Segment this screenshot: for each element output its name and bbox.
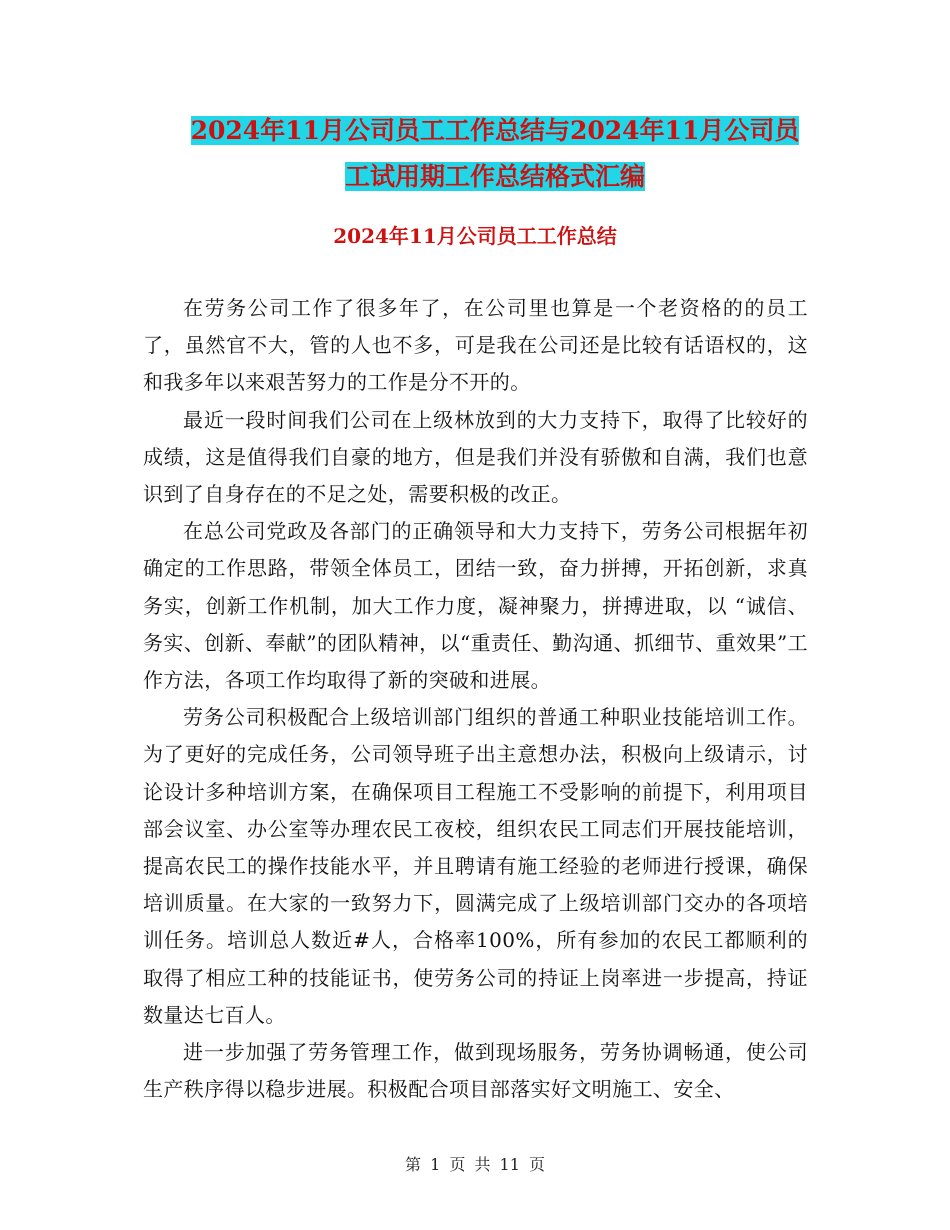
paragraph: 劳务公司积极配合上级培训部门组织的普通工种职业技能培训工作。为了更好的完成任务，公司领导班子出主意想办法，积极向上级请示，讨论设计多种培训方案，在确保项目工程施工不受影响的前提下，利用项目部会议室、办公室等办理农民工夜校，组织农民工同志们开展技能培训，提高农民工的操作技能水平，并且聘请有施工经验的老师进行授课，确保培训质量。在大家的一致努力下，圆满完成了上级培训部门交办的各项培训任务。培训总人数近#人，合格率100%，所有参加的农民工都顺利的取得了相应工种的技能证书，使劳务公司的持证上岗率进一步提高，持证数量达七百人。 (143, 705, 808, 1027)
page-footer: 第 1 页 共 11 页 (405, 1155, 545, 1174)
document-body (143, 290, 808, 1108)
document-title (170, 108, 820, 200)
document-title-line-1: 2024年11月公司员工工作总结与2024年11月公司员 (190, 116, 800, 145)
paragraph: 在劳务公司工作了很多年了，在公司里也算是一个老资格的的员工了，虽然官不大，管的人也不多，可是我在公司还是比较有话语权的，这和我多年以来艰苦努力的工作是分不开的。 (143, 296, 808, 395)
section-title: 2024年11月公司员工工作总结 (333, 224, 617, 248)
paragraph: 进一步加强了劳务管理工作，做到现场服务，劳务协调畅通，使公司生产秩序得以稳步进展。积极配合项目部落实好文明施工、安全、 (143, 1040, 808, 1102)
document-title-line-2: 工试用期工作总结格式汇编 (344, 162, 645, 191)
paragraph: 最近一段时间我们公司在上级林放到的大力支持下，取得了比较好的成绩，这是值得我们自豪的地方，但是我们并没有骄傲和自满，我们也意识到了自身存在的不足之处，需要积极的改正。 (143, 407, 808, 507)
paragraph: 在总公司党政及各部门的正确领导和大力支持下，劳务公司根据年初确定的工作思路，带领全体员工，团结一致，奋力拼搏，开拓创新，求真务实，创新工作机制，加大工作力度，凝神聚力，拼搏进取，以 “诚信、务实、创新、奉献”的团队精神，以“重责任、勤沟通、抓细节、重效果”工作方法，各项工作均取得了新的突破和进展。 (143, 519, 808, 693)
